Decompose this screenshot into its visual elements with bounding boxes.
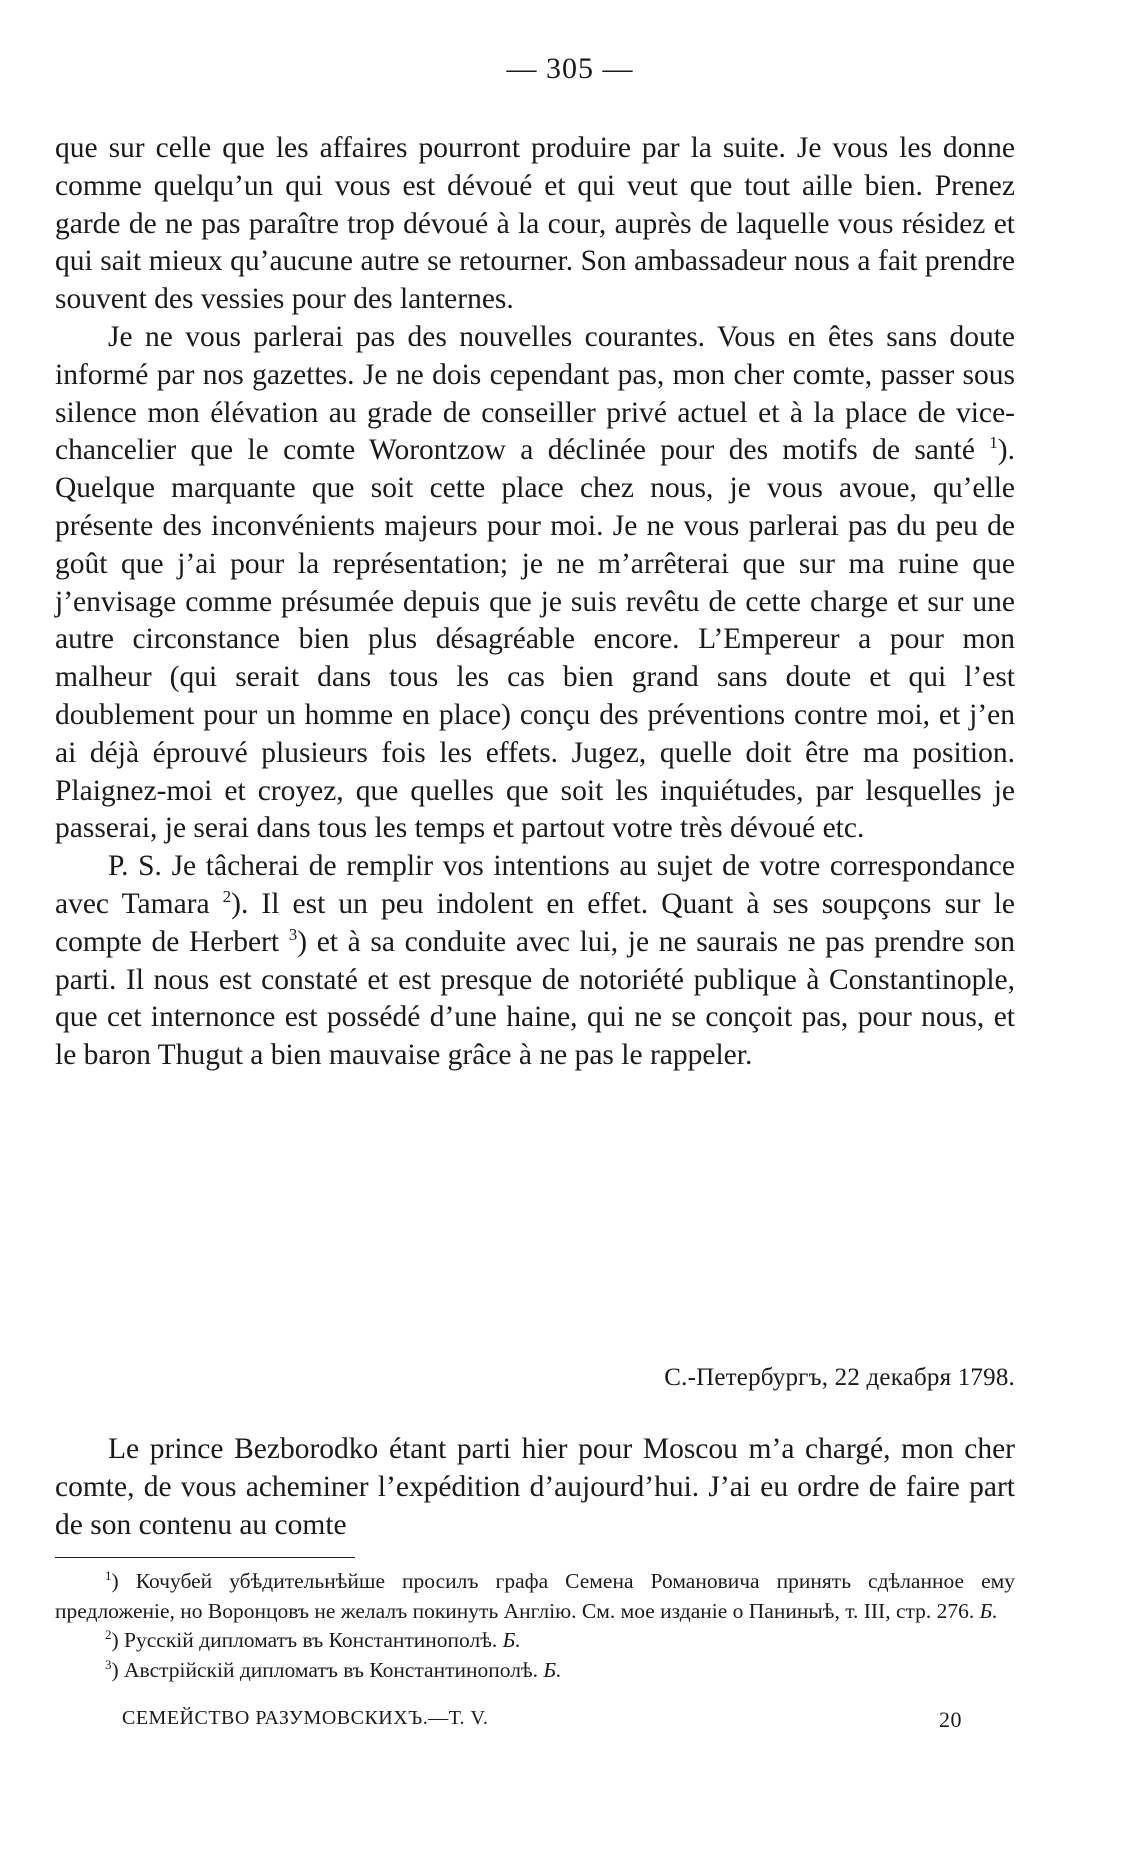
footnote-mark-1: 1 <box>105 1567 112 1583</box>
paragraph-postscript <box>55 848 1015 1075</box>
letter-2-opening <box>55 1430 1015 1544</box>
footnote-divider <box>55 1557 355 1558</box>
page-number: — 305 — <box>506 52 634 85</box>
paragraph-2-text-a: Je ne vous parlerai pas des nouvelles courantes. Vous en êtes sans doute informé par nos gazettes. Je ne dois cependant pas, mon cher comte, passer sous silence mon élévation au grade de conseiller privé actuel et à la place de vice-chancelier que le comte Worontzow a déclinée pour des motifs de santé <box>55 320 1015 467</box>
footnote-ref-3[interactable]: 3 <box>288 924 298 944</box>
footnote-mark-3: 3 <box>105 1656 112 1672</box>
footnote-1-author: Б. <box>979 1598 998 1623</box>
paragraph-2-text-b: ). Quelque marquante que soit cette place chez nous, je vous avoue, qu’elle présente des inconvénients majeurs pour moi. Je ne vous parlerai pas du peu de goût que j’ai pour la représentation; je ne m’arrêterai que sur ma ruine que j’envisage comme présumée depuis que je suis revêtu de cette charge et sur une autre circonstance bien plus désagréable encore. L’Empereur a pour mon malheur (qui serait dans tous les cas bien grand sans doute et qui l’est doublement pour un homme en place) conçu des préventions contre moi, et j’en ai déjà éprouvé plusieurs fois les effets. Jugez, quelle doit être ma position. Plaignez-moi et croyez, que quelles que soit les inquiétudes, par lesquelles je passerai, je serai dans tous les temps et partout votre très dévoué etc. <box>55 434 1015 845</box>
printer-signature <box>122 1707 962 1730</box>
footnote-1-text: ) Кочубей убѣдительнѣйше просилъ графа Семена Романовича принять сдѣланное ему предложеніе, но Воронцовъ не желалъ покинуть Англію. См. мое изданіе о Паниныѣ, т. III, стр. 276. <box>55 1569 1015 1623</box>
postscript-text-b: ). Il est un peu indolent en effet. Quant à ses soupçons sur le compte de Herbert <box>55 887 1015 958</box>
footnote-2 <box>55 1626 1015 1656</box>
footnote-mark-2: 2 <box>105 1626 112 1642</box>
footnote-ref-1[interactable]: 1 <box>989 433 998 453</box>
signature-title: СЕМЕЙСТВО РАЗУМОВСКИХЪ.—Т. V. <box>122 1707 489 1729</box>
footnote-3-text: ) Австрійскій дипломатъ въ Константинополѣ. <box>111 1657 544 1682</box>
footnote-3-author: Б. <box>543 1657 562 1682</box>
postscript-text-a: P. S. Je tâcherai de remplir vos intentions au sujet de votre correspondance avec Tamara <box>55 850 1015 920</box>
paragraph-2 <box>55 319 1015 848</box>
footnote-ref-2[interactable]: 2 <box>222 887 232 907</box>
letter-body <box>55 130 1015 1075</box>
paragraph-1: que sur celle que les affaires pourront produire par la suite. Je vous les donne comme quelqu’un qui vous est dévoué et qui veut que tout aille bien. Prenez garde de ne pas paraître trop dévoué à la cour, auprès de laquelle vous résidez et qui sait mieux qu’aucune autre se retourner. Son ambassadeur nous a fait prendre souvent des vessies pour des lanternes. <box>55 132 1015 316</box>
letter-2-text: Le prince Bezborodko étant parti hier pour Moscou m’a chargé, mon cher comte, de vous acheminer l’expédition d’aujourd’hui. J’ai eu ordre de faire part de son contenu au comte <box>55 1433 1015 1541</box>
footnote-2-author: Б. <box>502 1628 521 1652</box>
footnote-3 <box>55 1656 1015 1686</box>
postscript-text-c: ) et à sa conduite avec lui, je ne saurais ne pas prendre son parti. Il nous est constaté et est presque de notoriété publique à Constantinople, que cet internonce est possédé d’une haine, qui ne se conçoit pas, pour nous, et le baron Thugut a bien mauvaise grâce à ne pas le rappeler. <box>55 925 1015 1072</box>
footnotes <box>55 1567 1015 1685</box>
signature-sheet-number: 20 <box>939 1707 962 1732</box>
footnote-2-text: ) Русскій дипломатъ въ Константинополѣ. <box>111 1628 503 1652</box>
dateline: С.-Петербургъ, 22 декабря 1798. <box>664 1364 1015 1391</box>
footnote-1 <box>55 1567 1015 1626</box>
